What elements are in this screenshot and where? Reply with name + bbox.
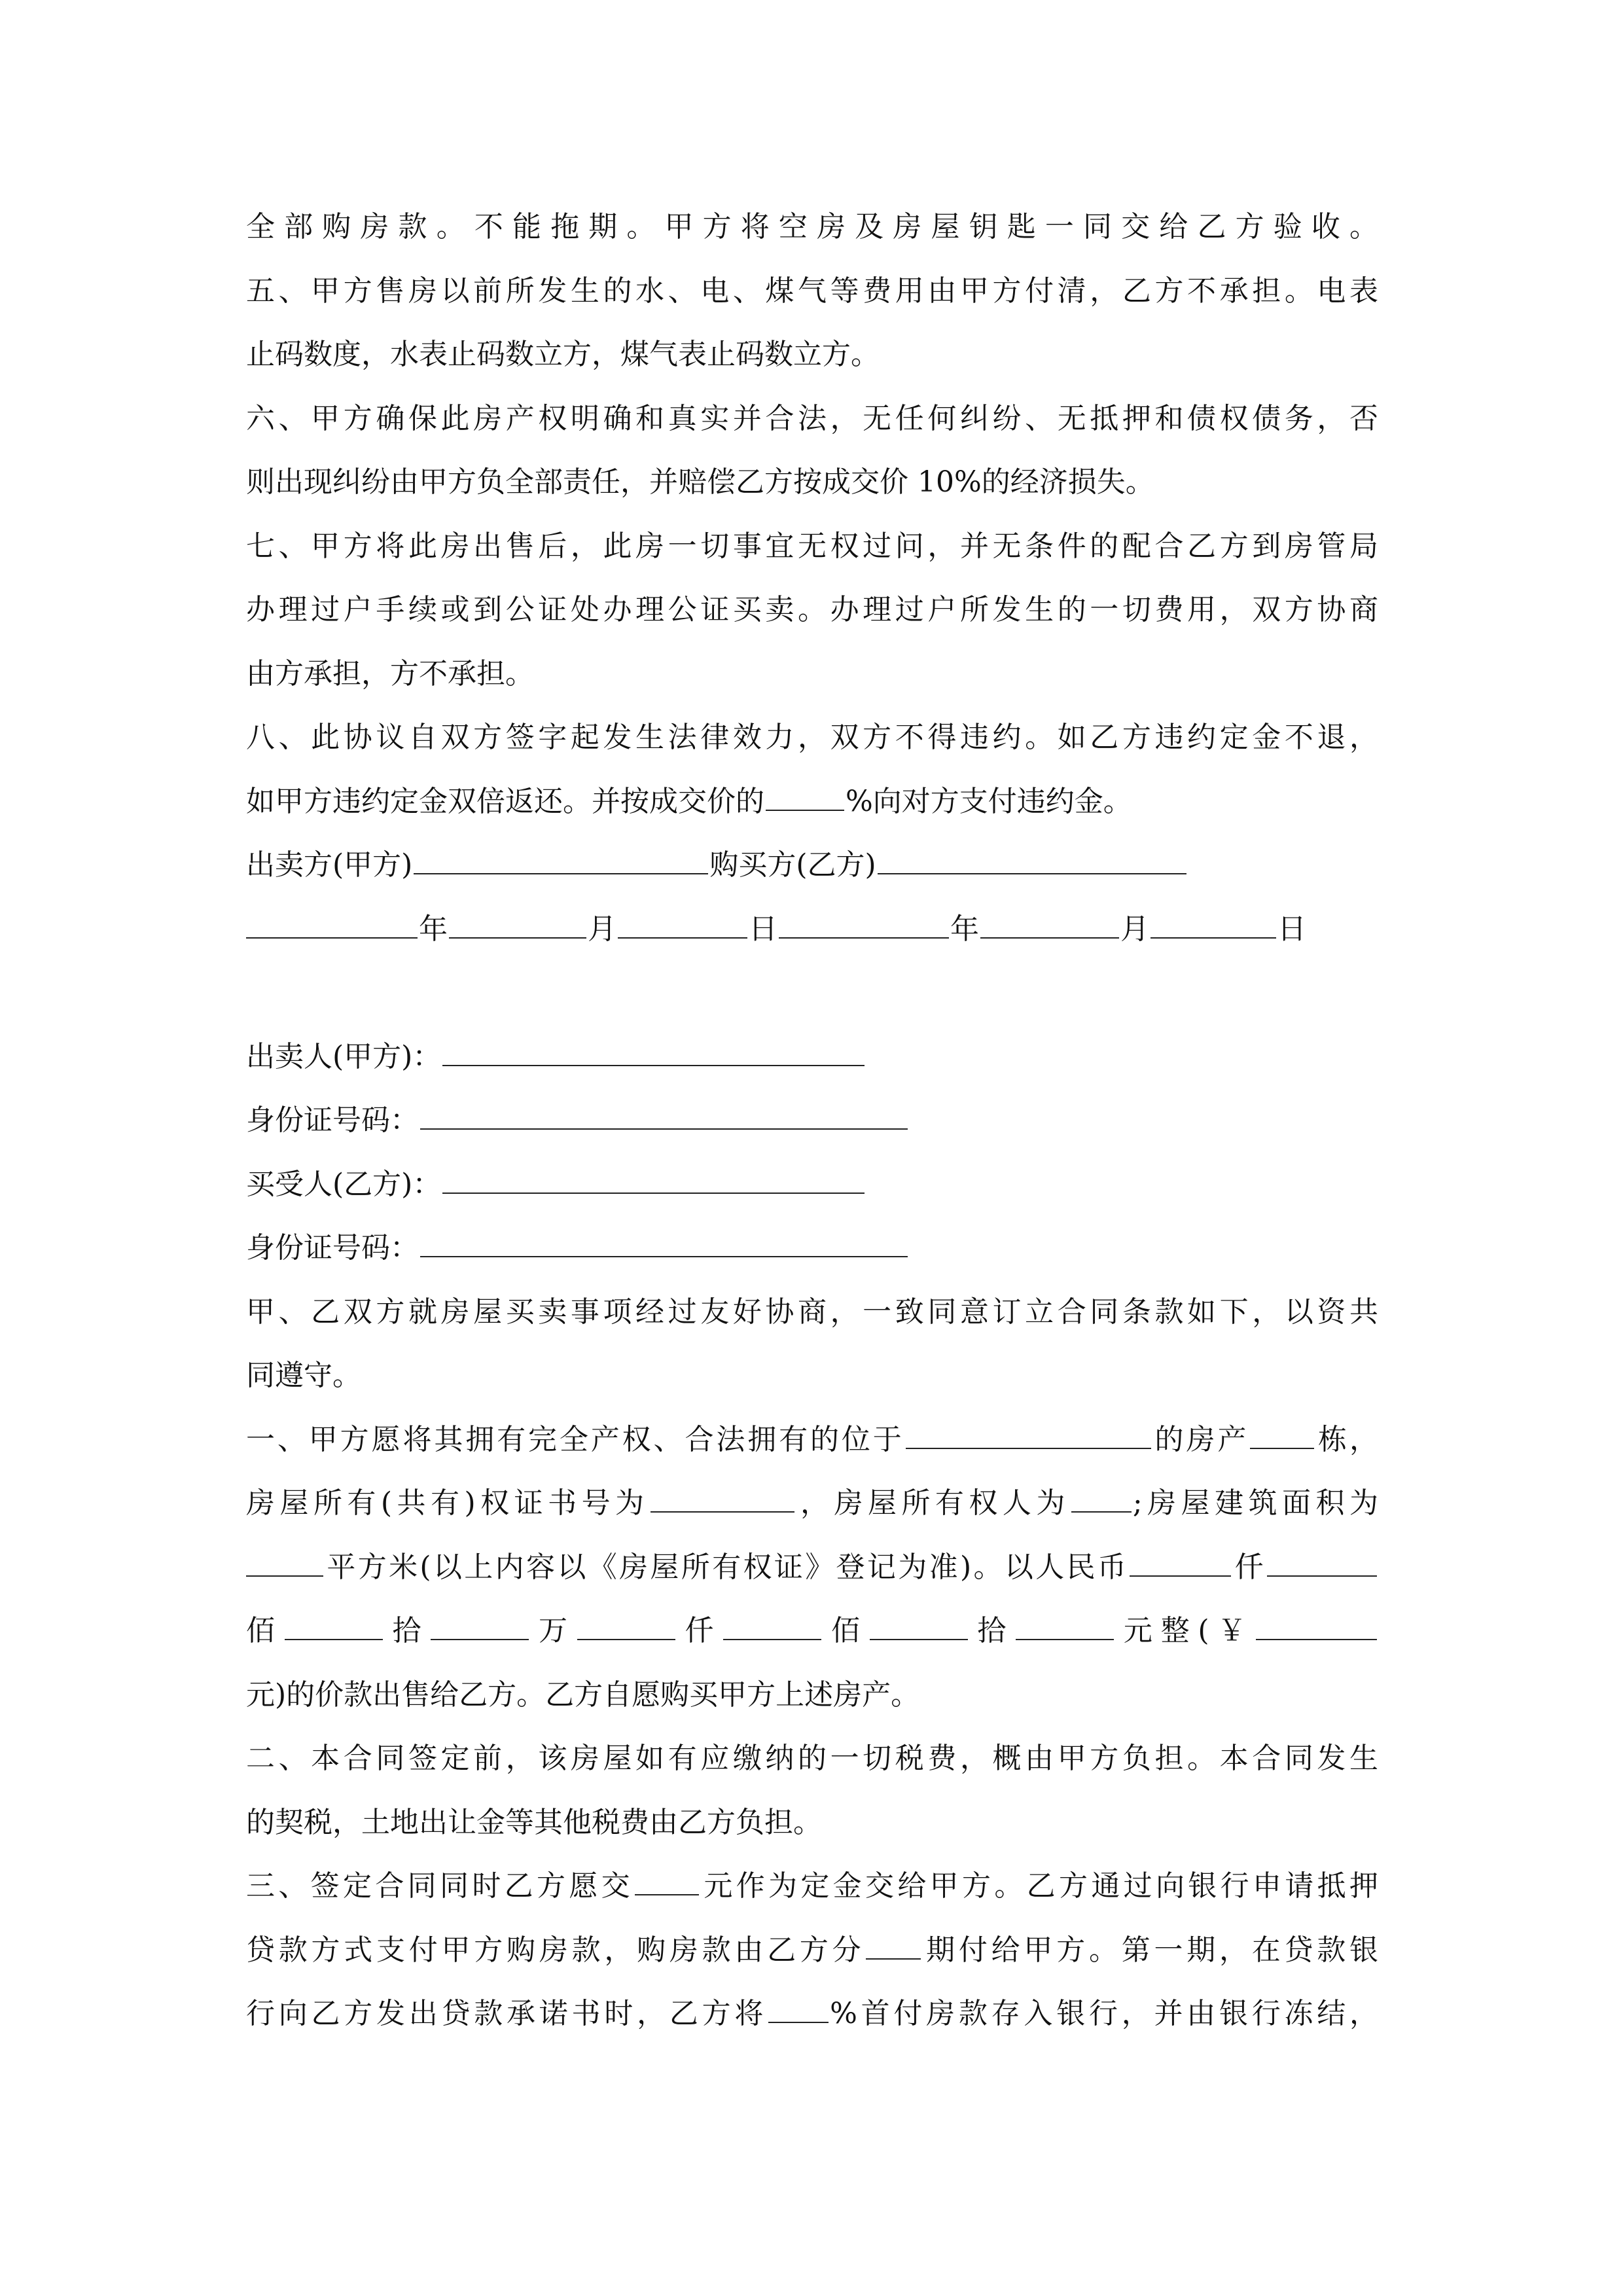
text: 甲、乙双方就房屋买卖事项经过友好协商，一致同意订立合同条款如下，以资共	[246, 1295, 1378, 1329]
certificate-number-field[interactable]	[651, 1489, 794, 1513]
text: 贷款方式支付甲方购房款，购房款由乙方分	[246, 1933, 865, 1967]
month-field[interactable]	[449, 915, 586, 939]
clause-1	[246, 1408, 1378, 1471]
text: 佰	[823, 1614, 868, 1647]
text: 出卖人(甲方)：	[246, 1040, 442, 1073]
clause-2	[246, 1727, 1378, 1790]
text: 身份证号码：	[246, 1103, 419, 1137]
amount-field[interactable]	[577, 1617, 675, 1640]
blank-field[interactable]	[766, 787, 844, 811]
party-signature-line	[246, 833, 1378, 897]
text: 二、本合同签定前，该房屋如有应缴纳的一切税费，概由甲方负担。本合同发生	[246, 1742, 1378, 1775]
year-field[interactable]	[246, 915, 418, 939]
text: 止码数度，水表止码数立方，煤气表止码数立方。	[246, 338, 880, 371]
text: ;房屋建筑面积为	[1132, 1486, 1378, 1520]
text: 七、甲方将此房出售后，此房一切事宜无权过问，并无条件的配合乙方到房管局	[246, 529, 1378, 563]
clause-6	[246, 387, 1378, 450]
buyer-name-line	[246, 1153, 1378, 1216]
clause-8	[246, 706, 1378, 769]
buyer-id-field[interactable]	[420, 1234, 908, 1257]
text: 房屋所有(共有)权证书号为	[246, 1486, 649, 1520]
seller-id-line	[246, 1088, 1378, 1152]
text: 八、此协议自双方签字起发生法律效力，双方不得违约。如乙方违约定金不退，	[246, 721, 1378, 754]
installments-field[interactable]	[866, 1936, 921, 1960]
seller-name-field[interactable]	[442, 1043, 865, 1066]
text: 全部购房款。不能拖期。甲方将空房及房屋钥匙一同交给乙方验收。	[246, 210, 1378, 243]
text-line	[246, 323, 1378, 386]
buyer-label: 购买方(乙方)	[709, 848, 876, 882]
text-line	[246, 1663, 1378, 1727]
text: 佰	[246, 1614, 283, 1647]
amount-line	[246, 1599, 1378, 1662]
text: 元作为定金交给甲方。乙方通过向银行申请抵押	[700, 1869, 1378, 1903]
text: 日	[749, 912, 777, 946]
text: 元)的价款出售给乙方。乙方自愿购买甲方上述房产。	[246, 1678, 920, 1712]
down-payment-percent-field[interactable]	[768, 2000, 829, 2023]
buyer-id-line	[246, 1216, 1378, 1280]
year-field[interactable]	[779, 915, 949, 939]
text: 的房产	[1152, 1423, 1249, 1456]
text: 拾	[383, 1614, 430, 1647]
text: 三、签定合同同时乙方愿交	[246, 1869, 633, 1903]
text: 元整(￥	[1115, 1614, 1255, 1647]
text: 六、甲方确保此房产权明确和真实并合法，无任何纠纷、无抵押和债权债务，否	[246, 402, 1378, 435]
buyer-name-field[interactable]	[442, 1170, 865, 1194]
date-line	[246, 897, 1378, 961]
text: 仟	[1232, 1551, 1266, 1584]
deposit-field[interactable]	[635, 1872, 699, 1895]
address-field[interactable]	[906, 1426, 1151, 1449]
text: 如甲方违约定金双倍返还。并按成交价的	[246, 785, 764, 818]
seller-id-field[interactable]	[420, 1106, 908, 1130]
amount-field[interactable]	[431, 1617, 529, 1640]
text-line	[246, 450, 1378, 514]
text: 买受人(乙方)：	[246, 1168, 442, 1201]
text: 同遵守。	[246, 1359, 361, 1392]
amount-field[interactable]	[1016, 1617, 1114, 1640]
text: 行向乙方发出贷款承诺书时，乙方将	[246, 1997, 768, 2030]
text: 年	[950, 912, 979, 946]
text-line	[246, 642, 1378, 706]
text-line	[246, 195, 1378, 259]
amount-field[interactable]	[1267, 1553, 1377, 1577]
text: 月	[588, 912, 616, 946]
seller-label: 出卖方(甲方)	[246, 848, 413, 882]
text-line	[246, 770, 1378, 833]
amount-field[interactable]	[723, 1617, 821, 1640]
text: 的契税，土地出让金等其他税费由乙方负担。	[246, 1806, 822, 1839]
text: 平方米(以上内容以《房屋所有权证》登记为准)。以人民币	[325, 1551, 1129, 1584]
text: 由方承担，方不承担。	[246, 657, 534, 691]
text: %首付房款存入银行，并由银行冻结，	[830, 1997, 1378, 2030]
text-line	[246, 1791, 1378, 1854]
preamble	[246, 1280, 1378, 1344]
text: 身份证号码：	[246, 1231, 419, 1265]
text-line	[246, 1982, 1378, 2045]
buyer-field[interactable]	[878, 851, 1186, 874]
building-field[interactable]	[1250, 1426, 1314, 1449]
text: 期付给甲方。第一期，在贷款银	[922, 1933, 1379, 1967]
day-field[interactable]	[618, 915, 747, 939]
text-line	[246, 1918, 1378, 1982]
text: 五、甲方售房以前所发生的水、电、煤气等费用由甲方付清，乙方不承担。电表	[246, 274, 1378, 308]
text: 日	[1277, 912, 1306, 946]
month-field[interactable]	[980, 915, 1119, 939]
seller-field[interactable]	[414, 851, 708, 874]
text: %向对方支付违约金。	[846, 785, 1132, 818]
text: 年	[419, 912, 448, 946]
amount-numeric-field[interactable]	[1256, 1617, 1377, 1640]
clause-3	[246, 1854, 1378, 1918]
text-line	[246, 1535, 1378, 1599]
area-field[interactable]	[246, 1553, 323, 1577]
owner-field[interactable]	[1071, 1489, 1132, 1513]
amount-field[interactable]	[1130, 1553, 1231, 1577]
text: 拾	[969, 1614, 1015, 1647]
seller-name-line	[246, 1025, 1378, 1088]
text: ，房屋所有权人为	[795, 1486, 1070, 1520]
day-field[interactable]	[1150, 915, 1276, 939]
text: 则出现纠纷由甲方负全部责任，并赔偿乙方按成交价 10%的经济损失。	[246, 465, 1154, 499]
clause-7	[246, 514, 1378, 578]
amount-field[interactable]	[870, 1617, 968, 1640]
text-line	[246, 578, 1378, 641]
text: 栋，	[1315, 1423, 1379, 1456]
text: 仟	[676, 1614, 722, 1647]
text-line	[246, 1471, 1378, 1535]
text: 月	[1120, 912, 1149, 946]
amount-field[interactable]	[285, 1617, 383, 1640]
text-line	[246, 1344, 1378, 1407]
text: 办理过户手续或到公证处办理公证买卖。办理过户所发生的一切费用，双方协商	[246, 593, 1378, 626]
clause-5	[246, 259, 1378, 323]
text: 万	[530, 1614, 576, 1647]
text: 一、甲方愿将其拥有完全产权、合法拥有的位于	[246, 1423, 904, 1456]
